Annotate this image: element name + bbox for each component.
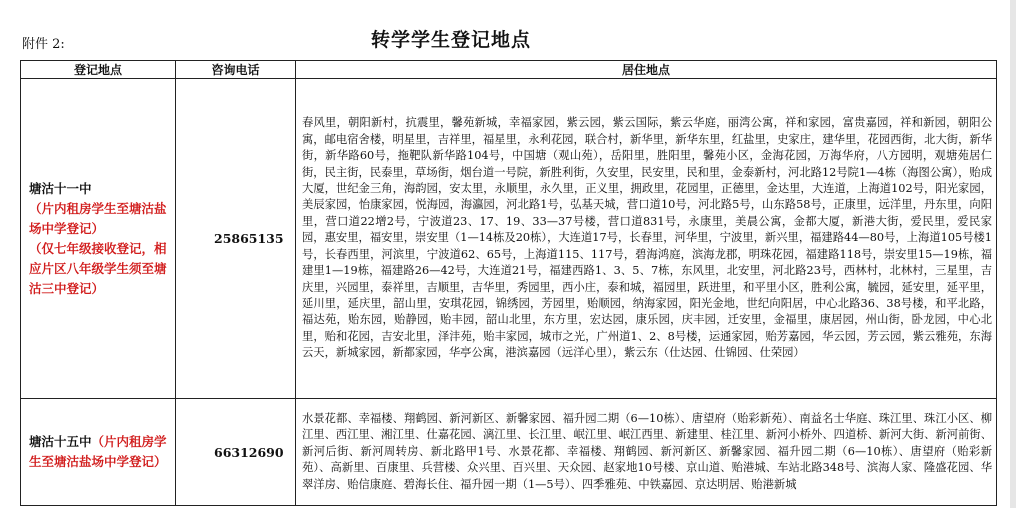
phone-number: 66312690 [176, 399, 296, 506]
school-cell [21, 399, 176, 506]
document-title: 转学学生登记地点 [371, 29, 532, 51]
residence-areas: 水景花都、幸福楼、翔鹤园、新河新区、新馨家园、福升园二期（6—10栋）、唐望府（贻彩新苑）、南益名士华庭、珠江里、珠江小区、柳江里、西江里、湘江里、仕嘉花园、漓江里、长江里、岷江里、岷江西里、新建里、桂江里、新河小桥外、四道桥、新河大街、新河前街、新河后街、新河周转房、新北路甲1号、水景花都、幸福楼、翔鹤园、新河新区、新馨家园、福升园二期（6—10栋）、唐望府（贻彩新苑）、高新里、百康里、兵营楼、众兴里、百兴里、天众园、赵家地10号楼、京山道、贻港城、车站北路348号、滨海人家、隆盛花园、华翠洋房、贻信康庭、碧海长住、福升园一期（1—5号）、四季雅苑、中铁嘉园、京达明居、贻港新城 [296, 399, 997, 506]
school-cell [21, 79, 176, 399]
table-row [21, 79, 997, 399]
header-location: 登记地点 [21, 61, 176, 79]
school-name: 塘沽十一中 [29, 180, 92, 196]
header-residence: 居住地点 [296, 61, 997, 79]
table-header-row [21, 61, 997, 79]
attachment-label: 附件 2: [22, 37, 65, 52]
school-note: （片内租房学生至塘沽盐场中学登记） [29, 434, 167, 469]
school-name: 塘沽十五中 [29, 434, 92, 449]
table-row [21, 399, 997, 506]
school-note: （片内租房学生至塘沽盐场中学登记） [29, 200, 167, 236]
residence-areas: 春风里，朝阳新村，抗震里，馨苑新城，幸福家园，紫云园，紫云国际，紫云华庭，丽湾公寓，祥和家园，富贵嘉园，祥和新园，朝阳公寓，邮电宿舍楼，明星里，吉祥里，福星里，永利花园，联合村，新华里，新华东里，红盐里，史家庄，建华里，花园西街，北大街，新华街，新华路60号，拖靶队新华路104号，中国塘（观山苑），岳阳里，胜阳里，馨苑小区，金海花园，万海华府，八方园明，观塘苑居仁街，民主街，民泰里，草场街，烟台道一号院，新胜利街，久安里，民安里，民和里，金泰新村，河北路12号院1—4栋（海图公寓），贻成大厦，世纪金三角，海韵园，安太里，永顺里，永久里，正义里，拥政里，花园里，正德里，金达里，大连道，上海道102号，阳光家园，美辰家园，怡康家园，悦海园，海瀛园，河北路1号，弘基天城，营口道10号，河北路5号，山东路58号，正康里，远洋里，丹东里，向阳里，营口道22增2号，宁波道23、17、19、33—37号楼，营口道831号，永康里，美晨公寓，金都大厦，新港大街，爱民里，爱民家园，惠安里，福安里，崇安里（1—14栋及20栋），大连道17号，长春里，河华里，宁波里，新兴里，福建路44—80号，上海道105号楼1号，长春西里，河滨里，宁波道62、65号，上海道115、117号，碧海鸿庭，滨海龙郡，明珠花园，福建路118号，崇安里15—19栋，福建里1—19栋，福建路26—42号，大连道21号，福建西路1、3、5、7栋，东风里，北安里，河北路23号，西林村，北林村，三星里，吉庆里，兴园里，泰祥里，吉顺里，吉华里，秀园里，西小庄，泰和城，福园里，跃进里，和平里小区，胜利公寓，毓园，延安里，延平里，延川里，延庆里，韶山里，安琪花园，锦绣园，芳园里，贻顺园，纳海家园，阳光金地，世纪向阳居，中心北路36、38号楼，和平北路，福达苑，贻东园，贻静园，贻丰园，韶山北里，东方里，宏达园，康乐园，庆丰园，迁安里，金福里，康居园，州山街，卧龙园，中心北里，贻和花园，吉安北里，泽沣苑，贻丰家园，城市之光，广州道1、2、8号楼，运通家园，贻芳嘉园，华云园，芳云园，紫云雅苑，东海云天，新城家园，新都家园，华亭公寓，港滨嘉园（远洋心里），紫云东（仕达园、仕锦园、仕荣园） [296, 79, 997, 399]
header-phone: 咨询电话 [176, 61, 296, 79]
school-note: （仅七年级接收登记，相应片区八年级学生须至塘沽三中登记） [29, 240, 167, 296]
registration-table [20, 60, 997, 506]
phone-number: 25865135 [176, 79, 296, 399]
scrollbar[interactable] [1010, 0, 1016, 508]
